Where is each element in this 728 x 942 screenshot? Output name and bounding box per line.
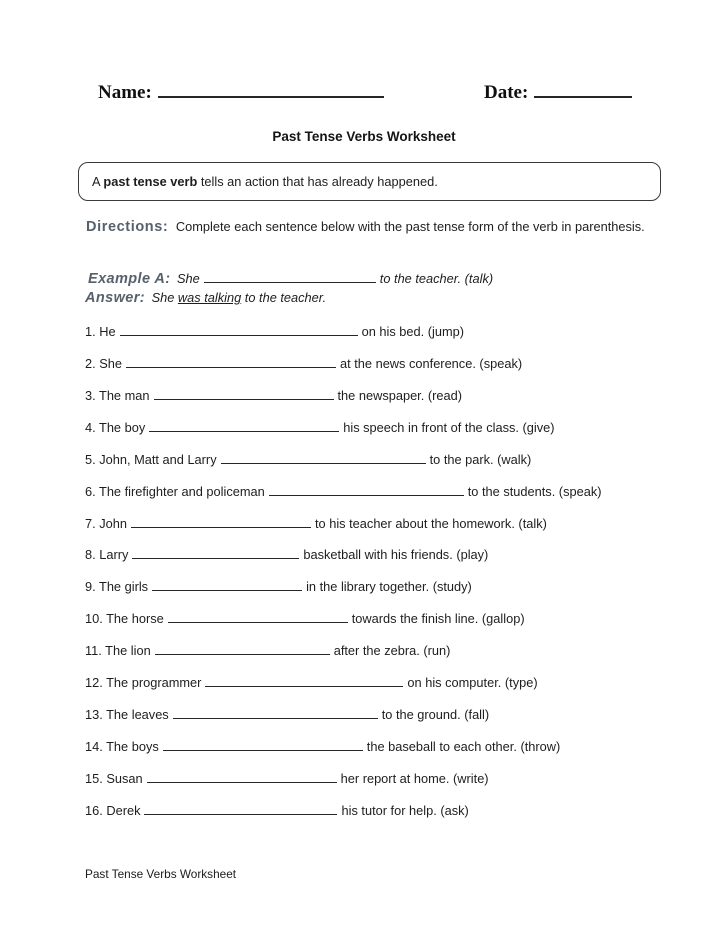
answer-after-text: to the teacher. bbox=[244, 290, 327, 305]
item-after-text: on his computer. (type) bbox=[407, 675, 538, 691]
name-label: Name: bbox=[98, 82, 152, 103]
worksheet-item bbox=[85, 476, 698, 508]
directions-paragraph bbox=[64, 216, 648, 238]
worksheet-item bbox=[85, 412, 698, 444]
item-after-text: to the students. (speak) bbox=[467, 483, 602, 499]
item-before-text: 3. The man bbox=[85, 387, 150, 403]
item-answer-blank[interactable] bbox=[149, 419, 339, 432]
item-before-text: 6. The firefighter and policeman bbox=[85, 483, 265, 499]
definition-term: past tense verb bbox=[103, 174, 198, 189]
example-before-text: She bbox=[177, 271, 200, 286]
item-before-text: 1. He bbox=[85, 324, 116, 339]
item-after-text: towards the finish line. (gallop) bbox=[351, 611, 525, 627]
item-after-text: the newspaper. (read) bbox=[337, 387, 462, 403]
item-answer-blank[interactable] bbox=[147, 770, 337, 783]
worksheet-item bbox=[85, 603, 698, 635]
item-after-text: after the zebra. (run) bbox=[333, 643, 451, 659]
name-blank-line[interactable] bbox=[158, 82, 384, 98]
worksheet-item bbox=[85, 508, 698, 540]
date-blank-line[interactable] bbox=[534, 82, 632, 98]
worksheet-item bbox=[85, 635, 698, 667]
item-before-text: 4. The boy bbox=[85, 419, 146, 435]
item-after-text: basketball with his friends. (play) bbox=[303, 547, 489, 563]
item-answer-blank[interactable] bbox=[154, 387, 334, 400]
item-answer-blank[interactable] bbox=[132, 546, 299, 559]
example-line bbox=[88, 270, 493, 287]
item-answer-blank[interactable] bbox=[173, 706, 378, 719]
example-answer-blank[interactable] bbox=[204, 270, 376, 283]
item-before-text: 12. The programmer bbox=[85, 675, 202, 691]
item-after-text: in the library together. (study) bbox=[306, 579, 472, 595]
item-before-text: 5. John, Matt and Larry bbox=[85, 451, 217, 467]
item-answer-blank[interactable] bbox=[144, 802, 337, 815]
item-after-text: to the ground. (fall) bbox=[381, 707, 490, 723]
item-before-text: 15. Susan bbox=[85, 770, 143, 786]
item-after-text: on his bed. (jump) bbox=[361, 324, 465, 339]
worksheet-item bbox=[85, 348, 698, 380]
item-before-text: 9. The girls bbox=[85, 579, 149, 595]
date-label: Date: bbox=[484, 82, 529, 103]
answer-line bbox=[85, 290, 326, 306]
item-answer-blank[interactable] bbox=[221, 451, 426, 464]
worksheet-item bbox=[85, 731, 698, 763]
directions-label: Directions: bbox=[86, 219, 169, 235]
example-after-text: to the teacher. (talk) bbox=[379, 271, 494, 286]
worksheet-item bbox=[85, 316, 698, 348]
directions-text: Complete each sentence below with the past tense form of the verb in parenthesis. bbox=[175, 219, 645, 234]
answer-label: Answer: bbox=[85, 290, 146, 306]
item-before-text: 14. The boys bbox=[85, 738, 159, 754]
name-field bbox=[98, 82, 384, 104]
item-answer-blank[interactable] bbox=[155, 642, 330, 655]
item-answer-blank[interactable] bbox=[126, 355, 336, 368]
item-after-text: his tutor for help. (ask) bbox=[341, 802, 469, 818]
worksheet-item bbox=[85, 699, 698, 731]
item-before-text: 7. John bbox=[85, 515, 127, 531]
item-before-text: 11. The lion bbox=[85, 643, 151, 659]
item-answer-blank[interactable] bbox=[131, 515, 311, 528]
answer-underlined-text: was talking bbox=[177, 290, 242, 305]
item-before-text: 16. Derek bbox=[85, 802, 141, 818]
worksheet-item bbox=[85, 539, 698, 571]
footer-title: Past Tense Verbs Worksheet bbox=[85, 867, 237, 881]
item-after-text: the baseball to each other. (throw) bbox=[366, 738, 561, 754]
example-label: Example A: bbox=[88, 271, 171, 287]
item-answer-blank[interactable] bbox=[269, 483, 464, 496]
definition-box bbox=[78, 162, 661, 201]
worksheet-item bbox=[85, 571, 698, 603]
worksheet-item bbox=[85, 763, 698, 795]
worksheet-item bbox=[85, 444, 698, 476]
item-after-text: her report at home. (write) bbox=[340, 770, 489, 786]
item-answer-blank[interactable] bbox=[168, 610, 348, 623]
item-answer-blank[interactable] bbox=[163, 738, 363, 751]
answer-before-text: She bbox=[151, 290, 175, 305]
worksheet-item bbox=[85, 667, 698, 699]
item-answer-blank[interactable] bbox=[205, 674, 403, 687]
item-answer-blank[interactable] bbox=[120, 323, 358, 336]
date-field bbox=[484, 82, 632, 104]
worksheet-items bbox=[85, 316, 698, 827]
item-before-text: 8. Larry bbox=[85, 547, 129, 563]
page-title: Past Tense Verbs Worksheet bbox=[272, 129, 456, 144]
item-after-text: at the news conference. (speak) bbox=[340, 355, 523, 371]
item-after-text: to his teacher about the homework. (talk) bbox=[314, 515, 547, 531]
item-after-text: to the park. (walk) bbox=[429, 451, 532, 467]
item-before-text: 2. She bbox=[85, 355, 122, 371]
worksheet-item bbox=[85, 380, 698, 412]
item-before-text: 10. The horse bbox=[85, 611, 164, 627]
definition-text: A past tense verb tells an action that has already happened. bbox=[92, 174, 438, 189]
item-after-text: his speech in front of the class. (give) bbox=[343, 419, 555, 435]
item-answer-blank[interactable] bbox=[152, 578, 302, 591]
worksheet-item bbox=[85, 795, 698, 827]
item-before-text: 13. The leaves bbox=[85, 707, 169, 723]
